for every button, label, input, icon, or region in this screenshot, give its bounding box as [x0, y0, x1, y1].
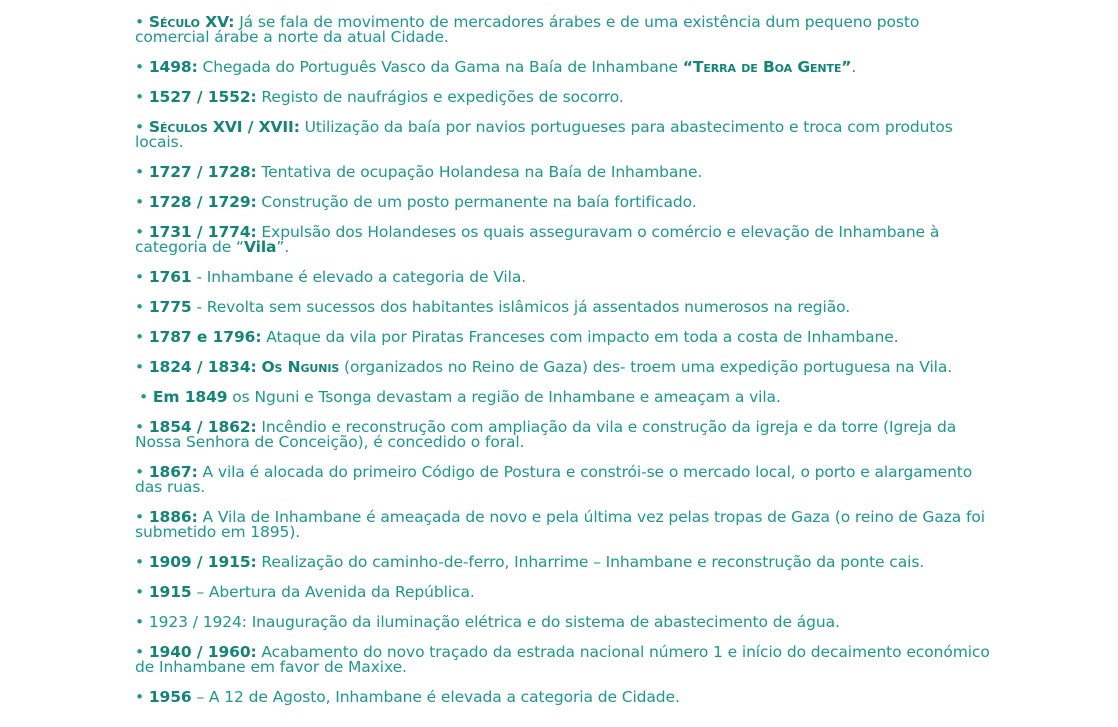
- timeline-entry: [135, 360, 995, 375]
- bullet: •: [135, 583, 145, 601]
- entry-text: Incêndio e reconstrução com ampliação da vila e construção da igreja e da torre (Igreja da Nossa Senhora de Conceição), é concedido o foral.: [135, 418, 957, 451]
- timeline-entry: [135, 390, 995, 405]
- entry-date: 1909 / 1915:: [148, 553, 257, 571]
- bullet: •: [135, 328, 145, 346]
- entry-date: 1956: [148, 688, 192, 706]
- bullet: •: [135, 118, 145, 136]
- bullet: •: [135, 268, 145, 286]
- entry-emphasis: Os Ngunis: [261, 358, 340, 376]
- entry-date: 1886:: [148, 508, 198, 526]
- entry-text: Já se fala de movimento de mercadores árabes e de uma existência dum pequeno posto comercial árabe a norte da atual Cidade.: [135, 13, 920, 46]
- entry-text: – Abertura da Avenida da República.: [191, 583, 475, 601]
- timeline-entry: [135, 690, 995, 705]
- entry-date: Século XV:: [148, 13, 235, 31]
- bullet: •: [135, 223, 145, 241]
- entry-text: (organizados no Reino de Gaza) des- troem uma expedição portuguesa na Vila.: [339, 358, 953, 376]
- entry-text: - Inhambane é elevado a categoria de Vila.: [191, 268, 527, 286]
- entry-text: A Vila de Inhambane é ameaçada de novo e pela última vez pelas tropas de Gaza (o reino de Gaza foi submetido em 1895).: [135, 508, 985, 541]
- bullet: •: [135, 193, 145, 211]
- timeline-entry: [135, 60, 995, 75]
- timeline-entry: [135, 120, 995, 150]
- entry-quote: “Terra de Boa Gente”: [682, 58, 852, 76]
- timeline-entry: [135, 90, 995, 105]
- timeline-entry: [135, 465, 995, 495]
- bullet: •: [135, 58, 145, 76]
- entry-date: 1775: [148, 298, 192, 316]
- bullet: •: [135, 298, 145, 316]
- timeline-entry: [135, 300, 995, 315]
- entry-date: 1728 / 1729:: [148, 193, 257, 211]
- bullet: •: [135, 508, 145, 526]
- timeline-entry: [135, 330, 995, 345]
- entry-date: 1923 / 1924:: [148, 613, 247, 631]
- timeline-entry: [135, 555, 995, 570]
- entry-date: 1498:: [148, 58, 198, 76]
- bullet: •: [135, 358, 145, 376]
- entry-text: Ataque da vila por Piratas Franceses com impacto em toda a costa de Inhambane.: [261, 328, 899, 346]
- bullet: •: [135, 163, 145, 181]
- bullet: •: [135, 418, 145, 436]
- entry-text: Registo de naufrágios e expedições de socorro.: [256, 88, 624, 106]
- entry-text: Expulsão dos Holandeses os quais asseguravam o comércio e elevação de Inhambane à categoria de “: [135, 223, 940, 256]
- entry-date: 1915: [148, 583, 192, 601]
- entry-text: - Revolta sem sucessos dos habitantes islâmicos já assentados numerosos na região.: [191, 298, 851, 316]
- timeline-entry: [135, 195, 995, 210]
- entry-date: 1824 / 1834:: [148, 358, 257, 376]
- entry-date: 1940 / 1960:: [148, 643, 257, 661]
- entry-text: Utilização da baía por navios portugueses para abastecimento e troca com produtos locais.: [135, 118, 953, 151]
- entry-emphasis: Vila: [244, 238, 277, 256]
- bullet: •: [135, 463, 145, 481]
- timeline-entry: [135, 420, 995, 450]
- bullet: •: [135, 553, 145, 571]
- entry-date: 1727 / 1728:: [148, 163, 257, 181]
- entry-text: Acabamento do novo traçado da estrada nacional número 1 e início do decaimento económico de Inhambane em favor de Maxixe.: [135, 643, 990, 676]
- timeline-entry: [135, 645, 995, 675]
- bullet: •: [135, 13, 145, 31]
- entry-date: Séculos XVI / XVII:: [148, 118, 300, 136]
- timeline-list: [135, 15, 995, 720]
- timeline-entry: [135, 270, 995, 285]
- entry-text: Tentativa de ocupação Holandesa na Baía de Inhambane.: [256, 163, 703, 181]
- timeline-entry: [135, 15, 995, 45]
- entry-text: Construção de um posto permanente na baía fortificado.: [256, 193, 697, 211]
- entry-tail: ”.: [276, 238, 290, 256]
- entry-text: – A 12 de Agosto, Inhambane é elevada a categoria de Cidade.: [191, 688, 680, 706]
- entry-text: Realização do caminho-de-ferro, Inharrime – Inhambane e reconstrução da ponte cais.: [256, 553, 925, 571]
- entry-text: Inauguração da iluminação elétrica e do sistema de abastecimento de água.: [246, 613, 840, 631]
- timeline-entry: [135, 615, 995, 630]
- bullet: •: [135, 88, 145, 106]
- entry-text: os Nguni e Tsonga devastam a região de Inhambane e ameaçam a vila.: [227, 388, 781, 406]
- entry-text: A vila é alocada do primeiro Código de Postura e constrói-se o mercado local, o porto e alargamento das ruas.: [135, 463, 973, 496]
- entry-date: 1731 / 1774:: [148, 223, 257, 241]
- entry-date: 1787 e 1796:: [148, 328, 262, 346]
- bullet: •: [135, 643, 145, 661]
- bullet: •: [135, 613, 145, 631]
- timeline-entry: [135, 165, 995, 180]
- entry-date: Em 1849: [152, 388, 228, 406]
- timeline-entry: [135, 510, 995, 540]
- timeline-entry: [135, 585, 995, 600]
- bullet: •: [139, 388, 149, 406]
- entry-date: 1867:: [148, 463, 198, 481]
- entry-date: 1854 / 1862:: [148, 418, 257, 436]
- entry-date: 1761: [148, 268, 192, 286]
- entry-tail: .: [851, 58, 857, 76]
- entry-date: 1527 / 1552:: [148, 88, 257, 106]
- timeline-entry: [135, 225, 995, 255]
- entry-text: Chegada do Português Vasco da Gama na Baía de Inhambane: [197, 58, 683, 76]
- bullet: •: [135, 688, 145, 706]
